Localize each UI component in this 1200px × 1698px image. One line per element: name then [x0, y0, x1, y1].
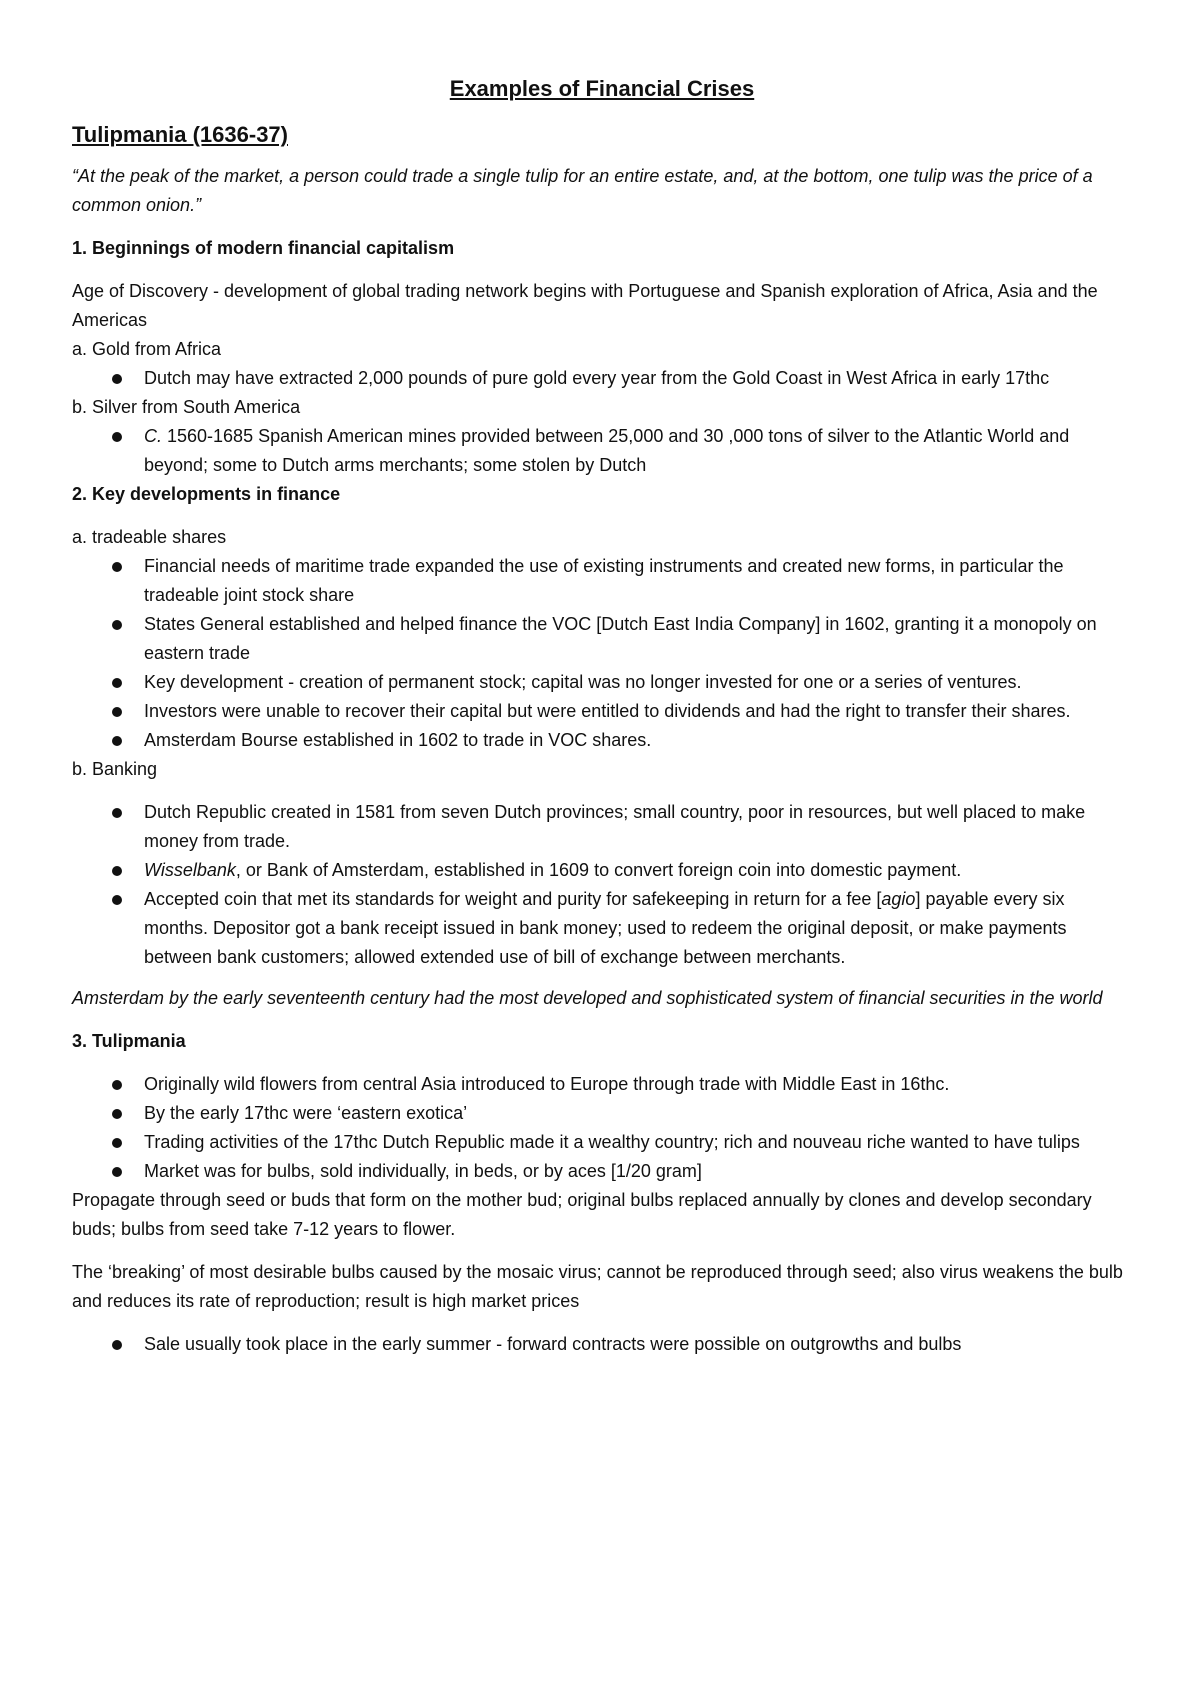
list-item: [72, 422, 1132, 480]
bullet-icon: [112, 562, 122, 572]
wisselbank-term: Wisselbank: [144, 860, 236, 880]
list-item-text: States General established and helped finance the VOC [Dutch East India Company] in 1602, granting it a monopoly on eastern trade: [144, 614, 1097, 663]
bullet-icon: [112, 707, 122, 717]
list-item-text: Financial needs of maritime trade expanded the use of existing instruments and created new forms, in particular the tradeable joint stock share: [144, 556, 1064, 605]
list-item: [72, 885, 1132, 972]
bullet-icon: [112, 1138, 122, 1148]
list-item: [72, 1128, 1132, 1157]
list-item: [72, 726, 1132, 755]
list-item-text: 1560-1685 Spanish American mines provided between 25,000 and 30 ,000 tons of silver to the Atlantic World and beyond; some to Dutch arms merchants; some stolen by Dutch: [144, 426, 1070, 475]
tulipmania-list: [72, 1070, 1132, 1186]
banking-list: [72, 798, 1132, 972]
section-title: Tulipmania (1636-37): [72, 122, 288, 147]
bullet-icon: [112, 374, 122, 384]
bullet-icon: [112, 678, 122, 688]
bullet-icon: [112, 808, 122, 818]
subheading-silver: b. Silver from South America: [72, 397, 301, 417]
opening-quote: “At the peak of the market, a person could trade a single tulip for an entire estate, and, at the bottom, one tulip was the price of a common onion.”: [72, 166, 1093, 215]
bullet-icon: [112, 1109, 122, 1119]
list-item-text: Dutch Republic created in 1581 from seven Dutch provinces; small country, poor in resources, but well placed to make money from trade.: [144, 802, 1086, 851]
bullet-icon: [112, 432, 122, 442]
list-item: [72, 1157, 1132, 1186]
propagation-paragraph: Propagate through seed or buds that form on the mother bud; original bulbs replaced annually by clones and develop secondary buds; bulbs from seed take 7-12 years to flower.: [72, 1190, 1092, 1239]
list-item-text: Investors were unable to recover their capital but were entitled to dividends and had the right to transfer their shares.: [144, 701, 1071, 721]
subheading-gold: a. Gold from Africa: [72, 339, 222, 359]
bullet-icon: [112, 866, 122, 876]
bullet-icon: [112, 1080, 122, 1090]
heading-tulipmania: 3. Tulipmania: [72, 1031, 186, 1051]
gold-list: [72, 364, 1132, 393]
list-item: [72, 1330, 1132, 1359]
list-item: [72, 856, 1132, 885]
list-item: [72, 552, 1132, 610]
list-item-text: Dutch may have extracted 2,000 pounds of pure gold every year from the Gold Coast in West Africa in early 17thc: [144, 368, 1050, 388]
list-item-text: Key development - creation of permanent stock; capital was no longer invested for one or a series of ventures.: [144, 672, 1022, 692]
list-item: [72, 1099, 1132, 1128]
list-item-text: By the early 17thc were ‘eastern exotica’: [144, 1103, 468, 1123]
sale-list: [72, 1330, 1132, 1359]
list-item-text: Amsterdam Bourse established in 1602 to trade in VOC shares.: [144, 730, 652, 750]
bullet-icon: [112, 1340, 122, 1350]
list-item-text: Accepted coin that met its standards for weight and purity for safekeeping in return for a fee [: [144, 889, 882, 909]
intro-paragraph: Age of Discovery - development of global trading network begins with Portuguese and Spanish exploration of Africa, Asia and the Americas: [72, 281, 1098, 330]
silver-list: [72, 422, 1132, 480]
bullet-icon: [112, 1167, 122, 1177]
list-item: [72, 697, 1132, 726]
bullet-icon: [112, 620, 122, 630]
subheading-banking: b. Banking: [72, 759, 158, 779]
list-item: [72, 668, 1132, 697]
list-item: [72, 364, 1132, 393]
document-title: Examples of Financial Crises: [449, 76, 755, 101]
list-item-text: , or Bank of Amsterdam, established in 1609 to convert foreign coin into domestic payment.: [235, 860, 962, 880]
bullet-icon: [112, 736, 122, 746]
list-item-text: Market was for bulbs, sold individually, in beds, or by aces [1/20 gram]: [144, 1161, 702, 1181]
agio-term: agio: [881, 889, 916, 909]
list-item-text: ] payable every six months. Depositor got a bank receipt issued in bank money; used to redeem the original deposit, or make payments between bank customers; allowed extended use of bill of exchange between merchants.: [144, 889, 1067, 967]
circa-abbrev: C.: [144, 426, 162, 446]
shares-list: [72, 552, 1132, 755]
list-item-text: Originally wild flowers from central Asia introduced to Europe through trade with Middle East in 16thc.: [144, 1074, 950, 1094]
list-item: [72, 1070, 1132, 1099]
heading-key-developments: 2. Key developments in finance: [72, 484, 341, 504]
list-item-text: Sale usually took place in the early summer - forward contracts were possible on outgrowths and bulbs: [144, 1334, 962, 1354]
amsterdam-closing-note: Amsterdam by the early seventeenth century had the most developed and sophisticated system of financial securities in the world: [72, 988, 1103, 1008]
document-page: [72, 74, 1132, 1359]
bullet-icon: [112, 895, 122, 905]
list-item: [72, 610, 1132, 668]
list-item: [72, 798, 1132, 856]
heading-beginnings: 1. Beginnings of modern financial capitalism: [72, 238, 455, 258]
subheading-tradeable-shares: a. tradeable shares: [72, 527, 227, 547]
list-item-text: Trading activities of the 17thc Dutch Republic made it a wealthy country; rich and nouveau riche wanted to have tulips: [144, 1132, 1080, 1152]
breaking-paragraph: The ‘breaking’ of most desirable bulbs caused by the mosaic virus; cannot be reproduced through seed; also virus weakens the bulb and reduces its rate of reproduction; result is high market prices: [72, 1262, 1123, 1311]
